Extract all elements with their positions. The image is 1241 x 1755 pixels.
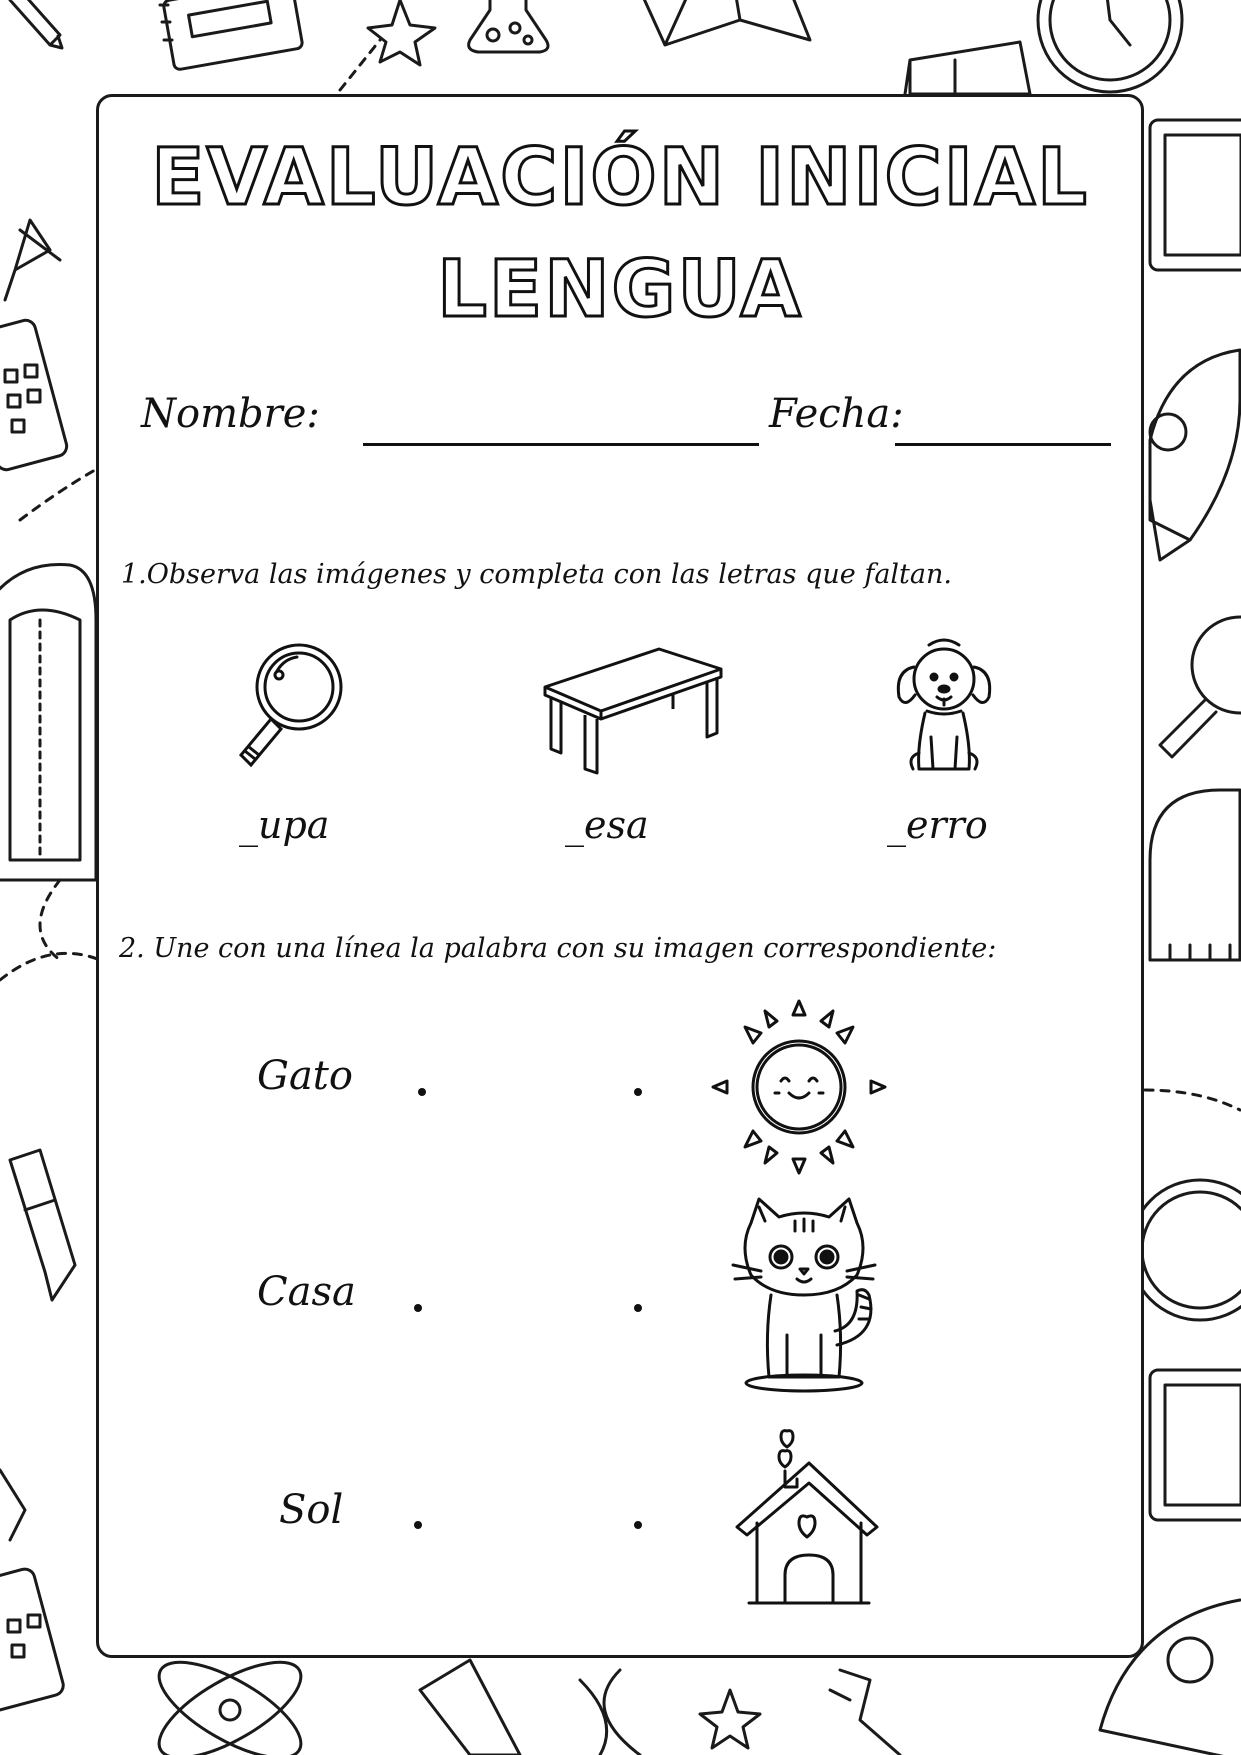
match-dot-left[interactable]: [414, 1304, 422, 1312]
word-blank-lupa: _upa: [239, 803, 330, 847]
protractor-icon: [1150, 790, 1240, 960]
name-label: Nombre:: [141, 391, 320, 437]
calculator-icon: [0, 1567, 65, 1713]
match-dot-right[interactable]: [634, 1304, 642, 1312]
pencil-icon: [10, 0, 62, 48]
pencil-icon: [10, 1150, 75, 1300]
word-sol: Sol: [279, 1487, 344, 1533]
laptop-icon: [1150, 1370, 1241, 1520]
word-blank-mesa: _esa: [565, 803, 649, 847]
cat-icon: [729, 1195, 889, 1395]
word-casa: Casa: [257, 1269, 356, 1315]
house-icon: [729, 1427, 879, 1617]
exercise2-instruction: 2. Une con una línea la palabra con su imagen correspondiente:: [119, 933, 997, 964]
laptop-icon: [1150, 120, 1241, 270]
microscope-icon: [830, 1670, 900, 1755]
star-icon: [700, 1690, 760, 1748]
match-dot-left[interactable]: [418, 1088, 426, 1096]
pin-icon: [0, 1470, 25, 1540]
word-gato: Gato: [257, 1053, 353, 1099]
clock-icon: [1130, 1180, 1241, 1320]
table-icon: [539, 637, 729, 777]
flask-icon: [469, 0, 548, 52]
backpack-icon: [0, 564, 96, 880]
date-field[interactable]: [895, 443, 1111, 446]
magnifying-glass-icon: [229, 637, 349, 777]
clock-icon: [1038, 0, 1182, 92]
sun-icon: [709, 997, 889, 1177]
date-label: Fecha:: [769, 391, 904, 437]
worksheet-subtitle: LENGUA: [437, 245, 803, 335]
rocket-icon: [1150, 350, 1240, 560]
worksheet-title: EVALUACIÓN INICIAL: [151, 133, 1089, 223]
worksheet-card: [96, 94, 1144, 1658]
dog-icon: [889, 637, 999, 777]
match-dot-right[interactable]: [634, 1521, 642, 1529]
dna-icon: [580, 1670, 640, 1755]
calculator-icon: [0, 318, 69, 472]
magnifier-icon: [1160, 617, 1241, 757]
match-dot-right[interactable]: [634, 1088, 642, 1096]
exercise1-instruction: 1.Observa las imágenes y completa con las letras que faltan.: [121, 559, 952, 590]
eraser-icon: [905, 42, 1030, 94]
word-blank-perro: _erro: [887, 803, 988, 847]
notebook-icon: [160, 0, 303, 70]
match-dot-left[interactable]: [414, 1521, 422, 1529]
atom-icon: [146, 1644, 315, 1755]
name-field[interactable]: [363, 443, 759, 446]
book-icon: [640, 0, 810, 45]
pin-icon: [5, 220, 60, 300]
ruler-icon: [420, 1660, 520, 1755]
star-icon: [368, 0, 435, 65]
